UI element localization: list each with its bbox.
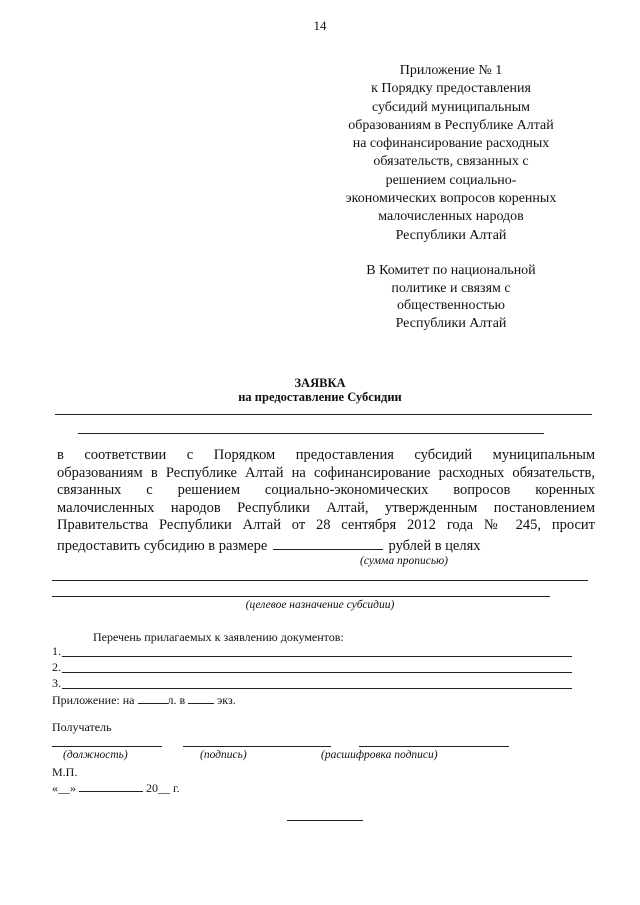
stamp-label: М.П.	[52, 765, 78, 779]
appendix-line: на софинансирование расходных	[352, 136, 550, 152]
recipient-label: Получатель	[52, 720, 112, 734]
appendix-line: Республики Алтай	[395, 227, 507, 243]
body-line: малочисленных народов Республики Алтай, утвержденным постановлением	[57, 499, 595, 516]
document-item-number: 3.	[52, 676, 61, 690]
appendix-line: экономических вопросов коренных	[345, 191, 557, 207]
signature-line[interactable]	[183, 746, 331, 747]
body-line	[57, 535, 595, 556]
documents-heading: Перечень прилагаемых к заявлению документов:	[93, 630, 344, 644]
document-item-2[interactable]	[52, 660, 572, 676]
attachment-mid: л. в	[167, 693, 186, 707]
appendix-line: малочисленных народов	[378, 209, 524, 225]
decoding-note: (расшифровка подписи)	[321, 749, 438, 761]
sheets-count-field[interactable]	[138, 691, 168, 704]
title-sub: на предоставление Субсидии	[238, 390, 402, 404]
addressee-line: Республики Алтай	[395, 315, 507, 331]
application-body	[57, 447, 595, 555]
title-main: ЗАЯВКА	[294, 376, 346, 390]
copies-count-field[interactable]	[188, 691, 214, 704]
addressee-block	[326, 262, 576, 332]
body-line: Правительства Республики Алтай от 28 сентября 2012 года № 245, просит	[57, 517, 595, 533]
appendix-line: субсидий муниципальным	[371, 99, 531, 115]
subsidy-amount-field[interactable]	[273, 535, 383, 550]
date-month-field[interactable]	[79, 779, 143, 792]
attachment-prefix: Приложение: на	[52, 693, 135, 707]
appendix-line: образованиям в Республике Алтай	[348, 117, 554, 133]
date-year: 20__ г.	[146, 781, 180, 795]
addressee-line: политике и связям с	[391, 280, 511, 296]
signature-note: (подпись)	[200, 749, 247, 761]
addressee-line: общественностью	[396, 298, 506, 313]
document-item-3[interactable]	[52, 676, 572, 692]
date-day: «__»	[52, 781, 76, 795]
closing-separator	[287, 820, 363, 821]
body-line-start: предоставить субсидию в размере	[57, 537, 268, 554]
appendix-line: обязательств, связанных с	[373, 154, 529, 170]
document-item-1[interactable]	[52, 644, 572, 660]
addressee-line: В Комитет по национальной	[366, 263, 536, 278]
decoding-line[interactable]	[359, 746, 509, 747]
attachment-suffix: экз.	[217, 693, 236, 707]
applicant-name-line-1[interactable]	[55, 414, 592, 415]
appendix-block	[316, 62, 586, 245]
position-line[interactable]	[52, 746, 162, 747]
document-item-number: 1.	[52, 644, 61, 658]
purpose-line-1[interactable]	[52, 580, 588, 581]
attachment-line	[52, 691, 236, 708]
appendix-line: к Порядку предоставления	[371, 81, 531, 97]
date-line	[52, 779, 180, 796]
position-note: (должность)	[63, 749, 128, 761]
body-line-end: рублей в целях	[388, 537, 481, 554]
document-title	[0, 376, 640, 404]
appendix-line: Приложение № 1	[399, 63, 503, 78]
purpose-line-2[interactable]	[52, 596, 550, 597]
body-line: связанных с решением социально-экономических вопросов коренных	[57, 482, 595, 498]
body-line: образованиям в Республике Алтай на софинансирование расходных обязательств,	[57, 464, 595, 481]
purpose-note: (целевое назначение субсидии)	[245, 599, 395, 611]
page-number: 14	[313, 18, 327, 33]
body-line: в соответствии с Порядком предоставления субсидий муниципальным	[57, 447, 595, 463]
appendix-line: решением социально-	[385, 172, 517, 188]
applicant-name-line-2[interactable]	[78, 433, 544, 434]
amount-in-words-note: (сумма прописью)	[360, 555, 449, 567]
document-item-number: 2.	[52, 660, 61, 674]
